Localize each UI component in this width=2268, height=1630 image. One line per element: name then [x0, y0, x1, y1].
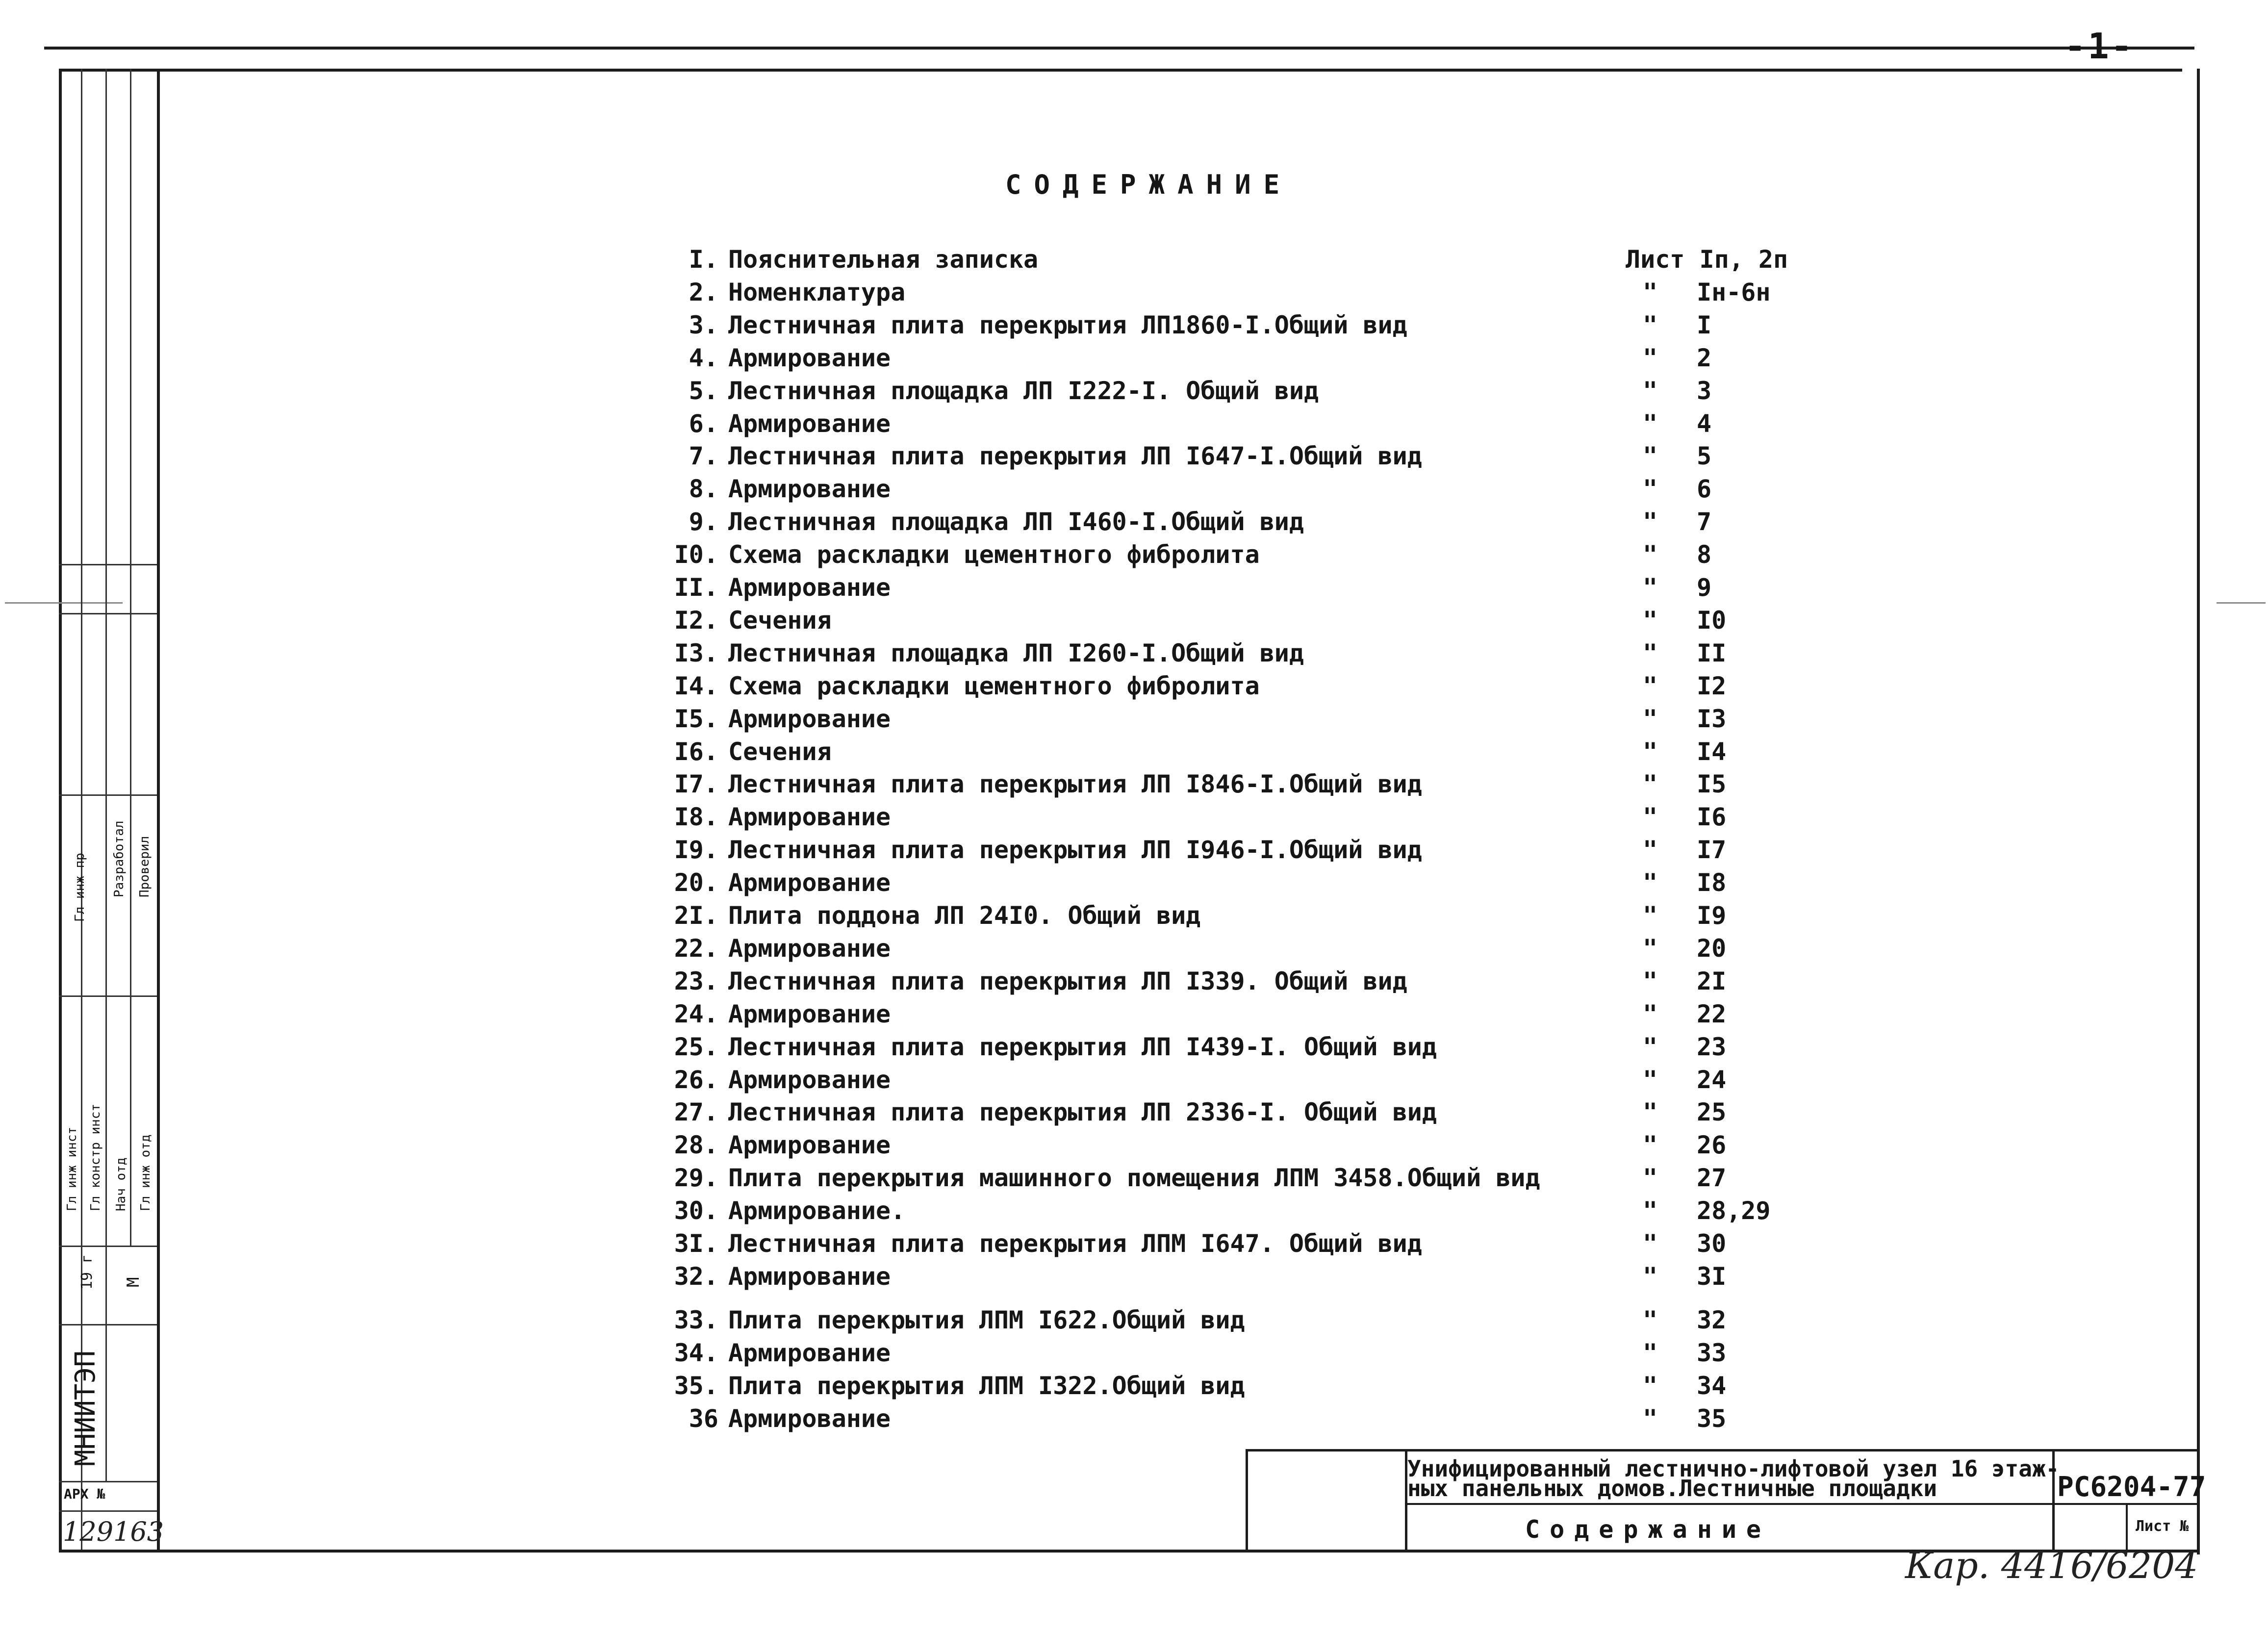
toc-entry-sheet: 34 [1697, 1371, 1727, 1400]
toc-entry-ditto: " [1643, 409, 1658, 438]
archive-number: 129163 [63, 1516, 164, 1547]
toc-entry-title: Армирование [728, 934, 891, 963]
toc-entry-sheet: 4 [1697, 409, 1712, 438]
toc-entry-number: 6. [688, 409, 718, 438]
toc-entry-ditto: " [1643, 737, 1658, 766]
toc-entry-sheet: I9 [1697, 901, 1727, 930]
side-label-proveril: Проверил [137, 836, 152, 897]
toc-entry [657, 868, 1834, 901]
toc-entry-ditto: " [1643, 967, 1658, 995]
page-number: -1- [2064, 25, 2135, 67]
toc-entry [657, 409, 1834, 442]
toc-entry-number: 30. [674, 1197, 718, 1225]
toc-entry-title: Армирование [728, 704, 891, 733]
toc-entry-sheet: 23 [1697, 1032, 1727, 1061]
frame-top-inner [59, 69, 2182, 72]
toc-entry-number: 22. [674, 934, 718, 963]
toc-entry-number: 20. [674, 868, 718, 897]
toc-entry [657, 1164, 1834, 1196]
toc-entry-title: Лестничная плита перекрытия ЛПМ I647. Общий вид [728, 1229, 1422, 1258]
toc-entry-sheet: I5 [1697, 770, 1727, 799]
toc-entry [657, 1066, 1834, 1098]
toc-entry-number: 3. [688, 310, 718, 339]
stamp-description [1407, 1455, 2060, 1502]
toc-entry-ditto: " [1643, 278, 1658, 306]
toc-entry-number: I7. [674, 770, 718, 799]
toc-entry-number: 2I. [674, 901, 718, 930]
toc-entry-number: 34. [674, 1338, 718, 1367]
toc-entry-ditto: " [1643, 1197, 1658, 1225]
stamp-list-label: Лист № [2136, 1518, 2189, 1535]
side-sep-8 [59, 1510, 157, 1512]
toc-entry-ditto: " [1643, 540, 1658, 569]
frame-top-outer [44, 47, 2194, 50]
toc-entry-number: I0. [674, 540, 718, 569]
toc-entry [657, 573, 1834, 606]
toc-entry-number: 2. [688, 278, 718, 306]
toc-entry [657, 1262, 1834, 1295]
toc-entry-sheet: 25 [1697, 1098, 1727, 1127]
toc-entry-number: I4. [674, 671, 718, 700]
toc-entry-title: Схема раскладки цементного фибролита [728, 671, 1260, 700]
toc-entry-ditto: " [1643, 573, 1658, 602]
toc-entry [657, 1033, 1834, 1065]
toc-entry [657, 1098, 1834, 1130]
toc-entry [657, 1197, 1834, 1229]
toc-entry-title: Армирование [728, 573, 891, 602]
toc-entry-title: Сечения [728, 606, 832, 635]
frame-left-inner [157, 69, 160, 1550]
toc-entry-title: Сечения [728, 737, 832, 766]
toc-entry-sheet: I8 [1697, 868, 1727, 897]
toc-entry-number: II. [674, 573, 718, 602]
toc-entry-number: 23. [674, 967, 718, 995]
toc-entry-title: Схема раскладки цементного фибролита [728, 540, 1260, 569]
toc-entry-number: I6. [674, 737, 718, 766]
toc-entry-title: Армирование [728, 868, 891, 897]
toc-entry-title: Лестничная плита перекрытия ЛП I647-I.Общий вид [728, 442, 1422, 471]
toc-entry-number: 7. [688, 442, 718, 471]
fold-mark-left [5, 602, 123, 604]
toc-entry-title: Армирование [728, 1131, 891, 1160]
fold-mark-right [2217, 602, 2266, 604]
toc-entry-ditto: " [1643, 606, 1658, 635]
toc-entry [657, 1000, 1834, 1032]
toc-entry-sheet: 26 [1697, 1131, 1727, 1160]
toc-entry-number: 28. [674, 1131, 718, 1160]
toc-entry [657, 705, 1834, 737]
toc-entry [657, 803, 1834, 835]
toc-entry-title: Лестничная площадка ЛП I222-I. Общий вид [728, 376, 1319, 405]
toc-entry-sheet: 35 [1697, 1404, 1727, 1433]
toc-entry-title: Плита перекрытия ЛПМ I322.Общий вид [728, 1371, 1245, 1400]
side-label-gl-inzh-otd: Гл инж отд [138, 1134, 153, 1211]
toc-entry-sheet: 20 [1697, 934, 1727, 963]
frame-left-outer [59, 69, 62, 1550]
toc-entry-sheet: 8 [1697, 540, 1712, 569]
toc-entry [657, 672, 1834, 704]
toc-entry-title: Армирование [728, 475, 891, 504]
toc-entry [657, 1229, 1834, 1262]
toc-entry-sheet: II [1697, 638, 1727, 667]
toc-entry-number: 33. [674, 1305, 718, 1334]
toc-entry-title: Армирование [728, 1065, 891, 1094]
stamp-subtitle: Содержание [1525, 1515, 1771, 1544]
toc-entry-title: Номенклатура [728, 278, 906, 306]
toc-entry-title: Лестничная площадка ЛП I260-I.Общий вид [728, 638, 1304, 667]
side-sep-3 [59, 794, 157, 796]
side-col-2 [105, 69, 107, 1481]
toc-entry-ditto: " [1643, 836, 1658, 865]
toc-entry-ditto: " [1643, 1229, 1658, 1258]
toc-entry-number: 32. [674, 1262, 718, 1291]
toc-entry-title: Лестничная плита перекрытия ЛП1860-I.Общий вид [728, 310, 1407, 339]
toc-entry-sheet: 2I [1697, 967, 1727, 995]
toc-entry-ditto: " [1643, 1338, 1658, 1367]
page-title: СОДЕРЖАНИЕ [1005, 169, 1293, 200]
toc-entry-number: I. [688, 245, 718, 274]
toc-entry [657, 639, 1834, 671]
side-sep-1 [59, 564, 157, 565]
toc-entry-number: I8. [674, 803, 718, 832]
toc-entry-sheet: 5 [1697, 442, 1712, 471]
toc-entry-sheet: 9 [1697, 573, 1712, 602]
toc-entry-sheet: 3I [1697, 1262, 1727, 1291]
toc-entry-title: Армирование. [728, 1197, 906, 1225]
toc-entry [657, 934, 1834, 967]
toc-entry [657, 967, 1834, 999]
toc-entry-number: 4. [688, 343, 718, 372]
toc-entry-ditto: " [1643, 671, 1658, 700]
toc-entry-ditto: " [1643, 803, 1658, 832]
toc-entry [657, 738, 1834, 770]
toc-entry-ditto: " [1643, 475, 1658, 504]
toc-entry-sheet: 28,29 [1697, 1197, 1771, 1225]
toc-entry-sheet: 24 [1697, 1065, 1727, 1094]
toc-entry-number: 25. [674, 1032, 718, 1061]
side-label-gl-inzh-inst: Гл инж инст [65, 1126, 79, 1211]
toc-entry-ditto: " [1643, 704, 1658, 733]
toc-entry [657, 836, 1834, 868]
toc-entry [657, 1372, 1834, 1404]
toc-entry-ditto: " [1643, 770, 1658, 799]
toc-entry [657, 442, 1834, 474]
toc-entry-number: 36 [688, 1404, 718, 1433]
toc-entry-title: Лестничная плита перекрытия ЛП I339. Общий вид [728, 967, 1407, 995]
toc-entry-number: 9. [688, 508, 718, 536]
toc-entry-number: 24. [674, 999, 718, 1028]
toc-entry-title: Армирование [728, 803, 891, 832]
toc-entry-sheet: 27 [1697, 1164, 1727, 1193]
side-sep-2 [59, 613, 157, 614]
toc-entry-ditto: " [1643, 508, 1658, 536]
toc-entry-ditto: " [1643, 868, 1658, 897]
toc-entry-title: Лестничная площадка ЛП I460-I.Общий вид [728, 508, 1304, 536]
toc-entry-title: Армирование [728, 1338, 891, 1367]
toc-entry-sheet: 2 [1697, 343, 1712, 372]
toc-entry-title: Плита перекрытия ЛПМ I622.Общий вид [728, 1305, 1245, 1334]
toc-entry-ditto: " [1643, 1164, 1658, 1193]
toc-entry-title: Армирование [728, 343, 891, 372]
stamp-left-border [1246, 1449, 1248, 1550]
toc-entry-number: I9. [674, 836, 718, 865]
side-sep-7 [59, 1481, 157, 1482]
toc-entry-number: I5. [674, 704, 718, 733]
stamp-code-line [2052, 1503, 2197, 1505]
toc-entry-sheet: 30 [1697, 1229, 1727, 1258]
frame-bottom [59, 1550, 2197, 1553]
toc-entry-sheet: 32 [1697, 1305, 1727, 1334]
toc-entry-ditto: " [1643, 1371, 1658, 1400]
toc-entry [657, 540, 1834, 573]
toc-entry-ditto: " [1643, 1131, 1658, 1160]
org-name: МНИИТЭП [70, 1350, 102, 1466]
side-col-1 [81, 69, 82, 1550]
toc-entry-sheet: 22 [1697, 999, 1727, 1028]
side-label-nach-otd: Нач отд [114, 1157, 128, 1211]
side-label-year: 19 г [78, 1254, 96, 1290]
toc-entry-title: Плита поддона ЛП 24I0. Общий вид [728, 901, 1201, 930]
toc-entry-title: Лестничная плита перекрытия ЛП I846-I.Общий вид [728, 770, 1422, 799]
frame-right [2197, 69, 2200, 1554]
toc-entry-number: I3. [674, 638, 718, 667]
toc-entry-ditto: " [1643, 999, 1658, 1028]
toc-entry-title: Армирование [728, 1262, 891, 1291]
toc-entry [657, 1339, 1834, 1371]
toc-entry-title: Лестничная плита перекрытия ЛП I946-I.Общий вид [728, 836, 1422, 865]
toc-entry-sheet: I3 [1697, 704, 1727, 733]
toc-entry-title: Плита перекрытия машинного помещения ЛПМ 3458.Общий вид [728, 1164, 1540, 1193]
toc-entry-ditto: " [1643, 1262, 1658, 1291]
stamp-code: РС6204-77 [2057, 1471, 2206, 1503]
side-label-m: М [124, 1277, 143, 1287]
toc-entry-ditto: " [1643, 1032, 1658, 1061]
side-sep-5 [59, 1246, 157, 1247]
toc-entry-ditto: " [1643, 1065, 1658, 1094]
toc-entry [657, 311, 1834, 343]
toc-entry [657, 245, 1834, 278]
toc-entry-sheet: I0 [1697, 606, 1727, 635]
toc-entry-title: Армирование [728, 1404, 891, 1433]
archive-label: АРХ № [64, 1486, 105, 1502]
toc-entry-sheet: 6 [1697, 475, 1712, 504]
toc-entry-number: 8. [688, 475, 718, 504]
stamp-line-1: Унифицированный лестнично-лифтовой узел 16 этаж- [1407, 1455, 2060, 1482]
toc-entry [657, 770, 1834, 802]
handwritten-code: Кар. 4416/6204 [1905, 1545, 2198, 1587]
toc-entry [657, 278, 1834, 310]
toc-entry [657, 508, 1834, 540]
toc-entry-title: Армирование [728, 999, 891, 1028]
toc-entry-number: 29. [674, 1164, 718, 1193]
toc-entry [657, 1306, 1834, 1338]
side-sep-4 [59, 995, 157, 997]
sheet-header: Лист Iп, 2п [1626, 245, 1788, 274]
stamp-line-2: ных панельных домов.Лестничные площадки [1407, 1475, 1937, 1502]
toc-entry-number: 26. [674, 1065, 718, 1094]
side-label-gl-konstr-inst: Гл констр инст [88, 1103, 103, 1211]
toc-entry [657, 606, 1834, 638]
toc-entry-number: 3I. [674, 1229, 718, 1258]
toc-entry-title: Лестничная плита перекрытия ЛП 2336-I. Общий вид [728, 1098, 1437, 1127]
toc-entry-number: 27. [674, 1098, 718, 1127]
toc-entry-sheet: I6 [1697, 803, 1727, 832]
stamp-mid-line [1405, 1503, 2052, 1505]
toc-entry-sheet: I2 [1697, 671, 1727, 700]
side-label-gl-inzh-pr: Гл инж пр [73, 853, 87, 922]
stamp-list-divider [2126, 1503, 2128, 1550]
toc-entry-title: Лестничная плита перекрытия ЛП I439-I. Общий вид [728, 1032, 1437, 1061]
toc-entry [657, 1131, 1834, 1163]
toc-entry-ditto: " [1643, 901, 1658, 930]
toc-entry-ditto: " [1643, 1404, 1658, 1433]
toc-entry-sheet: 7 [1697, 508, 1712, 536]
side-label-razrabotal: Разработал [112, 820, 127, 897]
toc-entry-ditto: " [1643, 638, 1658, 667]
toc-entry-ditto: " [1643, 934, 1658, 963]
toc-entry-sheet: I7 [1697, 836, 1727, 865]
toc-entry-ditto: " [1643, 1098, 1658, 1127]
toc-entry-ditto: " [1643, 343, 1658, 372]
toc-entry-number: 5. [688, 376, 718, 405]
toc-entry-sheet: 3 [1697, 376, 1712, 405]
toc-entry [657, 901, 1834, 934]
toc-entry-ditto: " [1643, 1305, 1658, 1334]
toc-entry [657, 1404, 1834, 1437]
toc-entry [657, 377, 1834, 409]
toc-entry-sheet: I4 [1697, 737, 1727, 766]
toc-entry-ditto: " [1643, 442, 1658, 471]
toc-entry-sheet: I [1697, 310, 1712, 339]
toc-entry-title: Армирование [728, 409, 891, 438]
toc-entry-ditto: " [1643, 376, 1658, 405]
toc-entry [657, 344, 1834, 376]
toc-entry-ditto: " [1643, 310, 1658, 339]
toc-entry-sheet: Iн-6н [1697, 278, 1771, 306]
toc-entry-number: I2. [674, 606, 718, 635]
toc-entry-sheet: 33 [1697, 1338, 1727, 1367]
toc-entry [657, 475, 1834, 507]
side-sep-6 [59, 1324, 157, 1325]
side-col-3 [130, 69, 131, 1246]
toc-entry-title: Пояснительная записка [728, 245, 1039, 274]
toc-entry-number: 35. [674, 1371, 718, 1400]
